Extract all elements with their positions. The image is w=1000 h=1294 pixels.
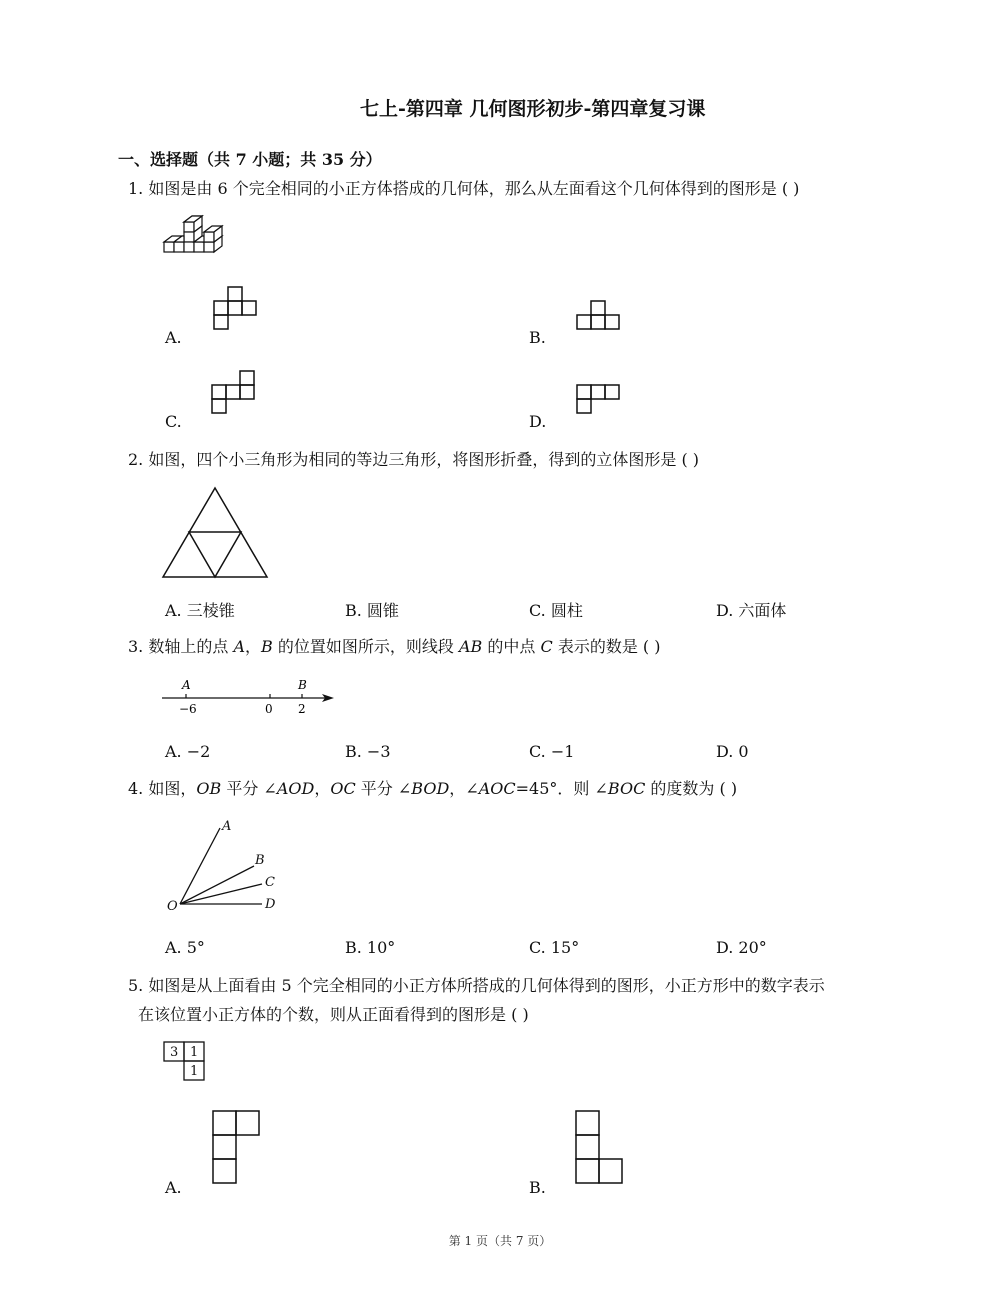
question-2-option-c[interactable]: C. 圆柱 — [529, 601, 583, 620]
ray-oa — [180, 828, 220, 904]
page-title: 七上-第四章 几何图形初步-第四章复习课 — [360, 98, 706, 120]
question-5-line-2 — [138, 1002, 529, 1025]
question-3-text-2: ， — [245, 637, 262, 656]
question-4-var-oc: OC — [330, 779, 356, 798]
question-4-angle-boc: ∠BOC — [594, 779, 646, 798]
question-2-paren: ( ) — [681, 450, 700, 469]
question-1-option-b-figure — [576, 300, 622, 332]
section-heading: 一、选择题（共 7 小题；共 35 分） — [118, 150, 382, 169]
number-line-tick-label-neg6: −6 — [179, 702, 197, 716]
question-4-option-c[interactable]: C. 15° — [529, 938, 580, 957]
question-3 — [128, 634, 661, 657]
question-1-option-c[interactable]: C. — [165, 412, 182, 431]
question-3-option-a[interactable]: A. −2 — [165, 742, 211, 761]
question-5-option-b-figure — [575, 1110, 623, 1184]
question-4-angle-bod: ∠BOD — [397, 779, 450, 798]
question-5-option-b[interactable]: B. — [529, 1178, 546, 1197]
question-4-text-2: 平分 — [221, 779, 264, 798]
question-2-option-a[interactable]: A. 三棱锥 — [165, 601, 235, 620]
question-3-text-4: 的位置如图所示，则线段 — [272, 637, 459, 656]
question-4-text-6: 平分 — [355, 779, 398, 798]
question-4-text-4: ， — [314, 779, 331, 798]
question-2-triangle-figure — [162, 486, 270, 580]
question-5-top-view-grid — [163, 1041, 209, 1083]
question-3-var-ab: AB — [458, 637, 483, 656]
question-3-var-b: B — [261, 637, 273, 656]
question-4-option-a[interactable]: A. 5° — [165, 938, 205, 957]
question-4-var-ob: OB — [196, 779, 222, 798]
question-3-option-d[interactable]: D. 0 — [716, 742, 749, 761]
question-5-line-1: 5. 如图是从上面看由 5 个完全相同的小正方体所搭成的几何体得到的图形，小正方形中的数字表示 — [128, 976, 825, 995]
question-2-option-d[interactable]: D. 六面体 — [716, 601, 787, 620]
ray-ob — [180, 866, 254, 904]
grid-cell-1-top: 1 — [190, 1045, 199, 1060]
question-1-option-d[interactable]: D. — [529, 412, 547, 431]
question-3-var-a: A — [233, 637, 246, 656]
ray-label-c: C — [265, 875, 275, 890]
question-3-paren: ( ) — [642, 637, 661, 656]
question-4-option-b[interactable]: B. 10° — [345, 938, 396, 957]
question-4-rays-figure — [166, 816, 286, 916]
question-4-text-12: 的度数为 — [645, 779, 720, 798]
question-1-option-b[interactable]: B. — [529, 328, 546, 347]
ray-label-b: B — [255, 853, 265, 868]
ray-label-d: D — [265, 897, 276, 912]
number-line-label-a: A — [182, 678, 191, 692]
question-5-paren: ( ) — [511, 1005, 529, 1024]
question-4-option-d[interactable]: D. 20° — [716, 938, 767, 957]
question-5-option-a[interactable]: A. — [165, 1178, 182, 1197]
question-1-option-d-figure — [576, 384, 622, 416]
question-3-option-b[interactable]: B. −3 — [345, 742, 391, 761]
question-1-text: 1. 如图是由 6 个完全相同的小正方体搭成的几何体，那么从左面看这个几何体得到的图形是 — [128, 179, 777, 198]
number-line-tick-label-2: 2 — [298, 702, 306, 716]
question-4 — [128, 776, 737, 799]
question-1 — [128, 176, 799, 199]
question-4-paren: ( ) — [719, 779, 738, 798]
page-footer: 第 1 页（共 7 页） — [448, 1234, 552, 1248]
number-line-label-b: B — [298, 678, 307, 692]
question-5-text: 在该位置小正方体的个数，则从正面看得到的图形是 — [138, 1005, 507, 1024]
question-3-number-line — [160, 676, 338, 720]
grid-cell-3: 3 — [170, 1045, 179, 1060]
question-2 — [128, 447, 699, 470]
question-5-option-a-figure — [212, 1110, 260, 1184]
question-1-cube-figure — [160, 214, 224, 258]
question-3-option-c[interactable]: C. −1 — [529, 742, 575, 761]
question-4-text-10: =45°．则 — [515, 779, 595, 798]
question-4-text-0: 4. 如图， — [128, 779, 197, 798]
ray-label-a: A — [222, 819, 232, 834]
question-3-text-8: 表示的数是 — [552, 637, 643, 656]
question-1-paren: ( ) — [781, 179, 800, 198]
question-2-text: 2. 如图，四个小三角形为相同的等边三角形，将图形折叠，得到的立体图形是 — [128, 450, 677, 469]
question-4-angle-aoc: ∠AOC — [465, 779, 516, 798]
question-4-text-8: ， — [449, 779, 466, 798]
question-1-option-a-figure — [213, 286, 259, 332]
ray-label-o: O — [167, 899, 178, 914]
question-3-text-6: 的中点 — [482, 637, 541, 656]
question-1-option-a[interactable]: A. — [165, 328, 182, 347]
question-3-text-0: 3. 数轴上的点 — [128, 637, 234, 656]
number-line-tick-label-0: 0 — [265, 702, 273, 716]
question-2-option-b[interactable]: B. 圆锥 — [345, 601, 399, 620]
grid-cell-1-bottom: 1 — [190, 1064, 199, 1079]
question-4-angle-aod: ∠AOD — [263, 779, 315, 798]
question-1-option-c-figure — [211, 370, 257, 416]
question-3-var-c: C — [540, 637, 553, 656]
ray-oc — [180, 884, 262, 904]
